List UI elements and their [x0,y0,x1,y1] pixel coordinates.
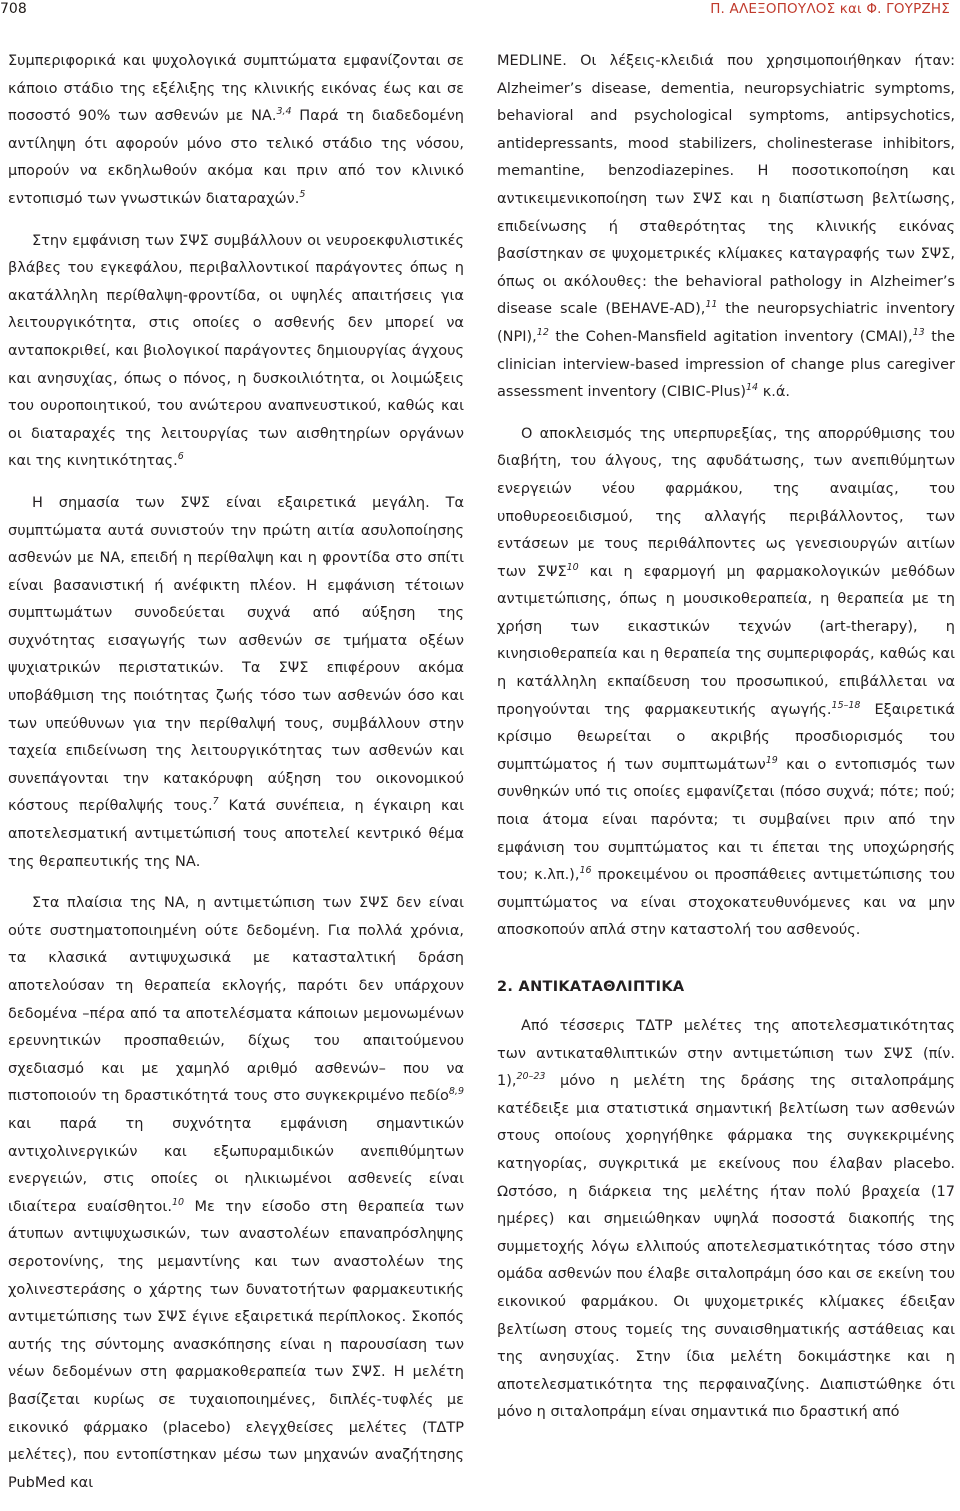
paragraph-text: the clinician interview-based impression of change plus caregiver assessment inventory (CIBIC-Plus) [497,328,956,401]
citation-ref: 10 [566,561,579,573]
paragraph-text: the neuropsychiatric inventory (NPI), [497,301,956,345]
paragraph-methods [497,48,955,407]
citation-ref: 10 [171,1196,185,1208]
paragraph-text: Παρά τη διαδεδομένη αντίληψη ότι αφορούν μόνο στο τελικό στάδιο της νόσου, μπορούν να εκδηλωθούν ακόμα και πριν από τον κλινικό εντοπισμό των γνωστικών διαταραχών. [8,108,464,207]
citation-ref: 5 [299,188,306,200]
paragraph-text: και παρά τη συχνότητα εμφάνιση σημαντικών αντιχολινεργικών και εξωπυραμιδικών ανεπιθύμητων ενεργειών, στις οποίες οι ηλικιωμένοι ασθενείς είναι ιδιαίτερα ευαίσθητοι. [8,1115,464,1215]
paragraph-text: Από τέσσερις ΤΔΤΡ μελέτες της αποτελεσματικότητας των αντικαταθλιπτικών στην αντιμετώπιση των ΣΨΣ (πίν. 1), [497,1018,955,1090]
page-header [0,0,960,22]
right-column [497,48,955,1441]
section-heading-antidepressants: 2. ΑΝΤΙΚΑΤΑΘΛΙΠΤΙΚΑ [497,979,685,995]
citation-ref: 8,9 [448,1086,464,1098]
page-number: 708 [0,1,27,17]
citation-ref: 3,4 [276,106,292,118]
citation-ref: 16 [579,865,592,877]
citation-ref: 13 [912,326,925,338]
paragraph-text: Με την είσοδο στη θεραπεία των άτυπων αντιψυχωσικών, των αναστολέων επαναπρόσληψης σεροτονίνης, της μεμαντίνης και των αναστολέων της χολινεστεράσης ο χάρτης των δυνατοτήτων φαρμακευτικής αντιμετώπισης των ΣΨΣ έγινε εξαιρετικά περίπλοκος. Σκοπός αυτής της σύντομης ανασκόπησης είναι η παρουσίαση των νέων δεδομένων στη φαρμακοθεραπεία των ΣΨΣ. Η μελέτη βασίζεται κυρίως σε τυχαιοποιημένες, διπλές-τυφλές με εικονικό φάρμακο (placebo) ελεγχθείσες μελέτες (ΤΔΤΡ μελέτες), που εντοπίστηκαν μέσω των μηχανών αναζήτησης PubMed και [8,1198,464,1491]
paragraph-treatment [8,890,464,1497]
citation-ref: 19 [765,754,778,766]
paragraph-text: προκειμένου οι προσπάθειες αντιμετώπισης του συμπτώματος να είναι στοχοκατευθυνόμενες και να μην αποσκοπούν απλά στην καταστολή του ασθενούς. [497,867,955,939]
citation-ref: 15–18 [831,699,861,711]
paragraph-text: Συμπεριφορικά και ψυχολογικά συμπτώματα εμφανίζονται σε κάποιο στάδιο της εξέλιξης της κλινικής εικόνας έως και σε ποσοστό 90% των ασθενών με ΝΑ. [8,53,464,125]
paragraph-intro [8,48,464,214]
paragraph-text: Εξαιρετικά κρίσιμο θεωρείται ο ακριβής προσδιορισμός του συμπτώματος ή των συμπτωμάτων [497,701,955,773]
paragraph-causes [8,228,464,476]
paragraph-text: MEDLINE. Οι λέξεις-κλειδιά που χρησιμοποιήθηκαν ήταν: Alzheimer’s disease, dementia, neuropsychiatric symptoms, behavioral and psychological symptoms, antipsychotics, antidepressants, mood stabilizers, cholinesterase inhibitors, memantine, benzodiazepines. Η ποσοτικοποίηση και αντικειμενικοποίηση των ΣΨΣ και η διαπίστωση βελτίωσης, επιδείνωσης ή σταθερότητας της κλινικής εικόνας βασίστηκαν σε ψυχομετρικές κλίμακες καταγραφής των ΣΨΣ, όπως οι ακόλουθες: the behavioral pathology in Alzheimer’s disease scale (BEHAVE-AD), [497,53,955,318]
citation-ref: 6 [177,451,184,463]
paragraph-text: και ο εντοπισμός των συνθηκών υπό τις οποίες εμφανίζεται (πόσο συχνά; πότε; πού; ποια άτομα είναι παρόντα; τι συμβαίνει πριν από την εμφάνιση του συμπτώματος και τι έπεται της υποχώρησής του; κ.λπ.), [497,756,956,884]
paragraph-text: Η σημασία των ΣΨΣ είναι εξαιρετικά μεγάλη. Τα συμπτώματα αυτά συνιστούν την πρώτη αιτία ασυλοποίησης ασθενών με ΝΑ, επειδή η περίθαλψη και η φροντίδα στο σπίτι είναι βασανιστική ή ανέφικτη πλέον. Η εμφάνιση τέτοιων συμπτωμάτων συνοδεύεται συχνά από αύξηση της συχνότητας εισαγωγής των ασθενών σε τμήματα οξέων ψυχιατρικών περιστατικών. Τα ΣΨΣ επιφέρουν ακόμα υποβάθμιση της ποιότητας ζωής τόσο των ασθενών όσο και των υπεύθυνων για την περίθαλψή τους, συμβάλλουν στην ταχεία επιδείνωση της λειτουργικότητας των ασθενών και συνεπάγονται την κατακόρυφη αύξηση του οικονομικού κόστους περίθαλψής τους. [8,494,464,815]
paragraph-text: Κατά συνέπεια, η έγκαιρη και αποτελεσματική αντιμετώπισή τους αποτελεί κεντρικό θέμα της θεραπευτικής της ΝΑ. [8,798,464,870]
paragraph-text: και η εφαρμογή μη φαρμακολογικών μεθόδων αντιμετώπισης, όπως η μουσικοθεραπεία, η θεραπεία με τη χρήση των εικαστικών τεχνών (art-therapy), η κινησιοθεραπεία και η θεραπεία της συμπεριφοράς, καθώς και η κατάλληλη εκπαίδευση του προσωπικού, επιβάλλεται να προηγούνται της φαρμακευτικής αγωγής. [497,563,955,718]
paragraph-text: κ.ά. [758,384,791,401]
left-column [8,48,464,1511]
paragraph-exclusion [497,421,955,945]
citation-ref: 12 [536,326,549,338]
citation-ref: 14 [746,382,759,394]
citation-ref: 20–23 [516,1071,546,1083]
paragraph-text: the Cohen-Mansfield agitation inventory (CMAI), [548,328,913,345]
paragraph-text: Ο αποκλεισμός της υπερπυρεξίας, της απορρύθμισης του διαβήτη, του άλγους, της αφυδάτωσης, των ανεπιθύμητων ενεργειών νέου φαρμάκου, της αναιμίας, του υποθυρεοειδισμού, της αλλαγής περιβάλλοντος, των εντάσεων με τους περιθάλποντες ως γενεσιουργών αιτίων των ΣΨΣ [497,425,955,580]
citation-ref: 7 [212,796,219,808]
paragraph-text: μόνο η μελέτη της δράσης της σιταλοπράμης κατέδειξε μια στατιστικά σημαντική βελτίωση των ασθενών στους οποίους χορηγήθηκε φάρμακα της συγκεκριμένης κατηγορίας, συγκριτικά με εκείνους που έλαβαν placebo. Ωστόσο, η διάρκεια της μελέτης ήταν πολύ βραχεία (17 ημέρες) και σημειώθηκαν υψηλά ποσοστά διακοπής της συμμετοχής λόγω ελλιπούς αποτελεσματικότητας τόσο στην ομάδα ασθενών που έλαβε σιταλοπράμη όσο και σε εκείνη του εικονικού φαρμάκου. Οι ψυχομετρικές κλίμακες έδειξαν βελτίωση στους τομείς της συναισθηματικής αστάθειας και της ανησυχίας. Στην ίδια μελέτη δοκιμάστηκε και η αποτελεσματικότητα της περφαιναζίνης. Διαπιστώθηκε ότι μόνο η σιταλοπράμη είναι σημαντικά πιο δραστική από [497,1073,955,1421]
paragraph-significance [8,490,464,876]
paragraph-text: Στα πλαίσια της ΝΑ, η αντιμετώπιση των ΣΨΣ δεν είναι ούτε συστηματοποιημένη ούτε δεδομένη. Για πολλά χρόνια, τα κλασικά αντιψυχωσικά με κατασταλτική δράση αποτελούσαν τη θεραπεία εκλογής, παρότι δεν υπάρχουν δεδομένα –πέρα από τα αποτελέσματα κάποιων μεμονωμένων ερευνητικών προσπαθειών, δίχως του απαιτούμενου σχεδιασμό και με χαμηλό αριθμό ασθενών– που να πιστοποιούν τη δραστικότητά τους στο συγκεκριμένο πεδίο [8,895,464,1105]
citation-ref: 11 [705,299,718,311]
running-head-authors: Π. ΑΛΕΞΟΠΟΥΛΟΣ και Φ. ΓΟΥΡΖΗΣ [710,1,950,17]
paragraph-antidepressants [497,1013,955,1427]
paragraph-text: Στην εμφάνιση των ΣΨΣ συμβάλλουν οι νευροεκφυλιστικές βλάβες του εγκεφάλου, περιβαλλοντικοί παράγοντες όπως η ακατάλληλη περίθαλψη-φροντίδα, οι υψηλές απαιτήσεις για λειτουργικότητα, στις οποίες ο ασθενής δεν μπορεί να ανταποκριθεί, και βιολογικοί παράγοντες δημιουργίας άγχους και ανησυχίας, όπως ο πόνος, η δυσκοιλιότητα, οι λοιμώξεις του ουροποιητικού, του ανώτερου αναπνευστικού, καθώς και οι διαταραχές της λειτουργίας των αισθητηρίων οργάνων και της κινητικότητας. [8,232,464,470]
